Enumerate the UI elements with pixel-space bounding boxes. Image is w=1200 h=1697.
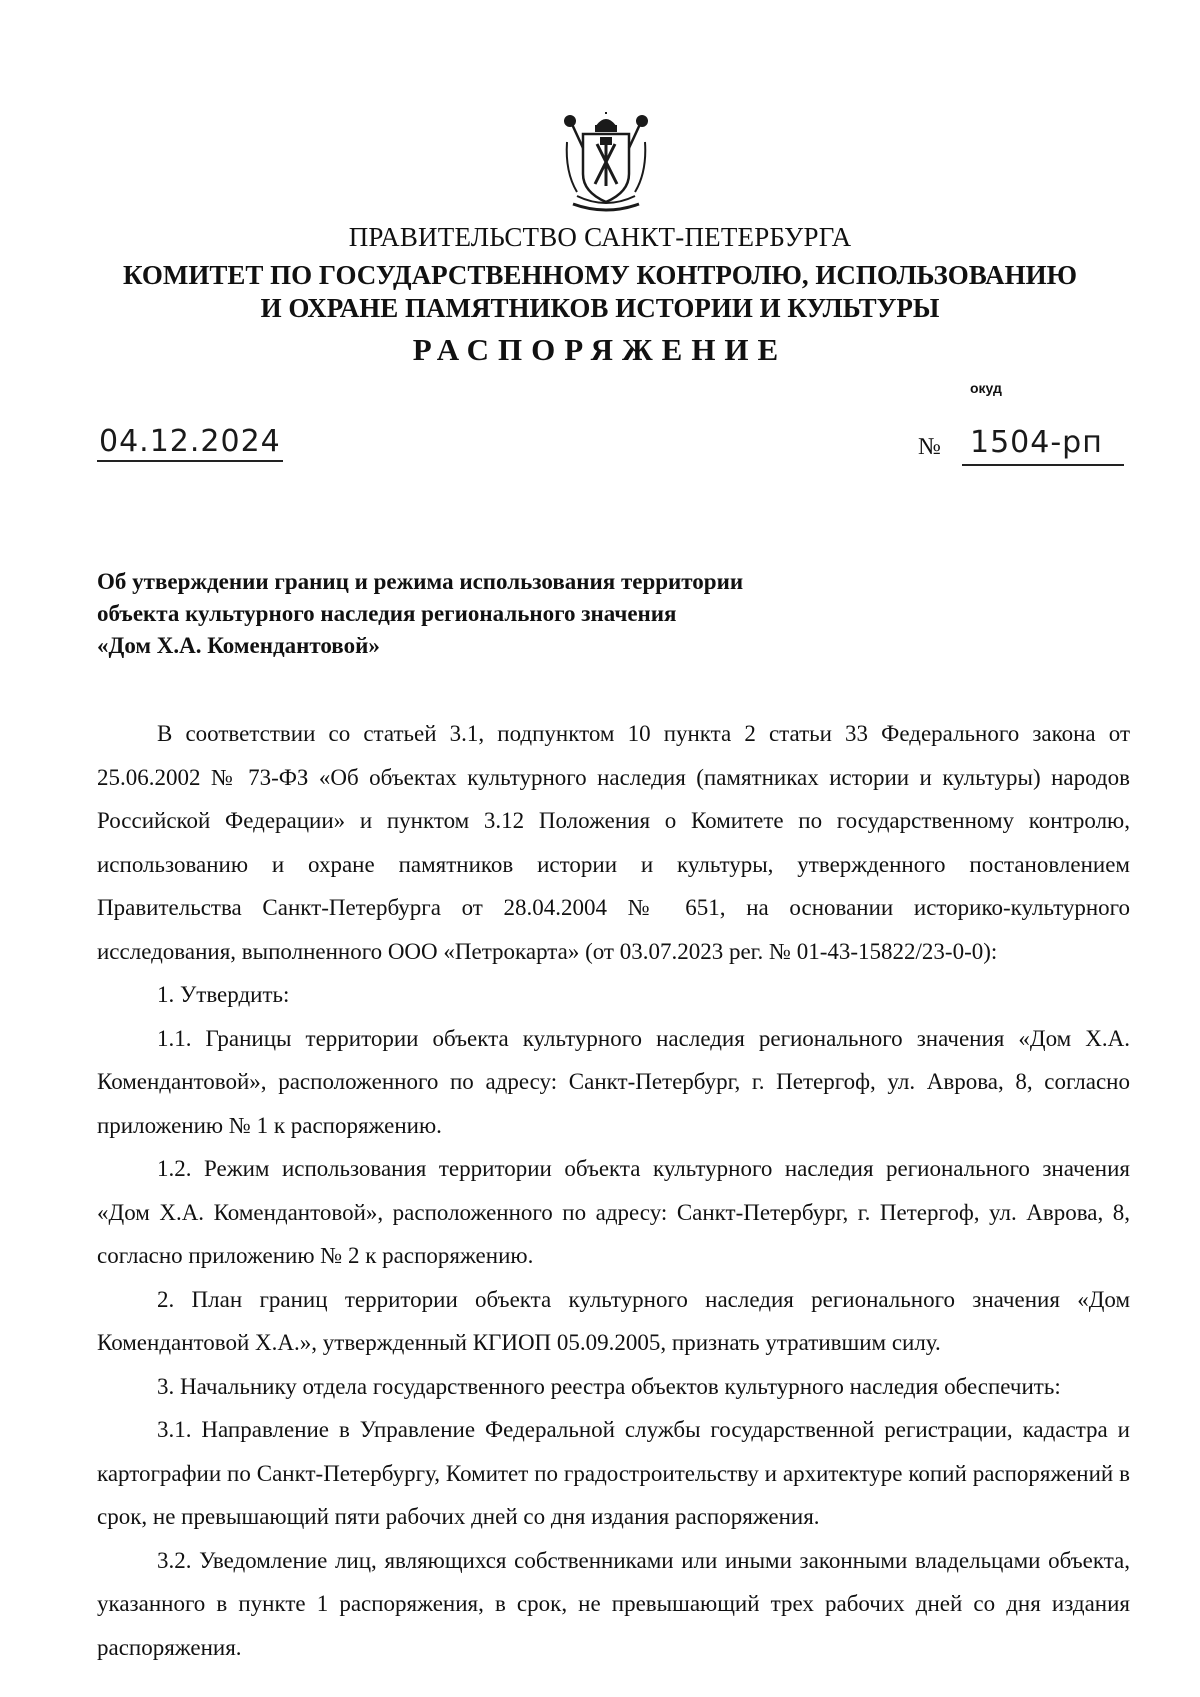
handwritten-number: 1504-рп	[970, 425, 1103, 460]
clause-1-1: 1.1. Границы территории объекта культурного наследия регионального значения «Дом Х.А. Комендантовой», расположенного по адресу: Санкт-Петербург, г. Петергоф, ул. Аврова, 8, согласно приложению № 1 к распоряжению.	[97, 1025, 1130, 1138]
clause-2: 2. План границ территории объекта культурного наследия регионального значения «Дом Комендантовой Х.А.», утвержденный КГИОП 05.09.2005, признать утратившим силу.	[97, 1286, 1130, 1355]
subject-line: «Дом Х.А. Комендантовой»	[97, 633, 380, 658]
number-underline	[962, 464, 1124, 466]
document-subject	[97, 566, 743, 662]
committee-name-line-1: КОМИТЕТ ПО ГОСУДАРСТВЕННОМУ КОНТРОЛЮ, ИСПОЛЬЗОВАНИЮ	[123, 260, 1077, 290]
committee-name-line-2: И ОХРАНЕ ПАМЯТНИКОВ ИСТОРИИ И КУЛЬТУРЫ	[260, 293, 940, 323]
coat-of-arms-emblem	[563, 112, 649, 216]
clause-3-1: 3.1. Направление в Управление Федеральной службы государственной регистрации, кадастра и картографии по Санкт-Петербургу, Комитет по градостроительству и архитектуре копий распоряжений в срок, не превышающий пяти рабочих дней со дня издания распоряжения.	[97, 1417, 1130, 1529]
document-type-title: РАСПОРЯЖЕНИЕ	[412, 332, 788, 367]
number-sign: №	[918, 434, 941, 460]
okud-label: окуд	[970, 380, 1002, 396]
clause-1: 1. Утвердить:	[157, 982, 290, 1007]
clause-1-2: 1.2. Режим использования территории объекта культурного наследия регионального значения «Дом Х.А. Комендантовой», расположенного по адресу: Санкт-Петербург, г. Петергоф, ул. Аврова, 8, согласно приложению № 2 к распоряжению.	[97, 1156, 1130, 1268]
subject-line: Об утверждении границ и режима использования территории	[97, 569, 744, 594]
clause-3: 3. Начальнику отдела государственного реестра объектов культурного наследия обеспечить:	[157, 1373, 1061, 1399]
handwritten-date: 04.12.2024	[97, 425, 283, 462]
registration-number	[918, 425, 1123, 468]
government-name: ПРАВИТЕЛЬСТВО САНКТ-ПЕТЕРБУРГА	[348, 222, 852, 252]
document-body	[97, 712, 1130, 1669]
clause-3-2: 3.2. Уведомление лиц, являющихся собственниками или иными законными владельцами объекта, указанного в пункте 1 распоряжения, в срок, не превышающий трех рабочих дней со дня издания распоряжения.	[97, 1547, 1130, 1660]
subject-line: объекта культурного наследия регионального значения	[97, 601, 677, 626]
preamble-paragraph: В соответствии со статьей 3.1, подпунктом 10 пункта 2 статьи 33 Федерального закона от 25.06.2002 № 73-ФЗ «Об объектах культурного наследия (памятниках истории и культуры) народов Российской Федерации» и пунктом 3.12 Положения о Комитете по государственному контролю, использованию и охране памятников истории и культуры, утвержденного постановлением Правительства Санкт-Петербурга от 28.04.2004 № 651, на основании историко-культурного исследования, выполненного ООО «Петрокарта» (от 03.07.2023 рег. № 01-43-15822/23-0-0):	[97, 721, 1130, 964]
